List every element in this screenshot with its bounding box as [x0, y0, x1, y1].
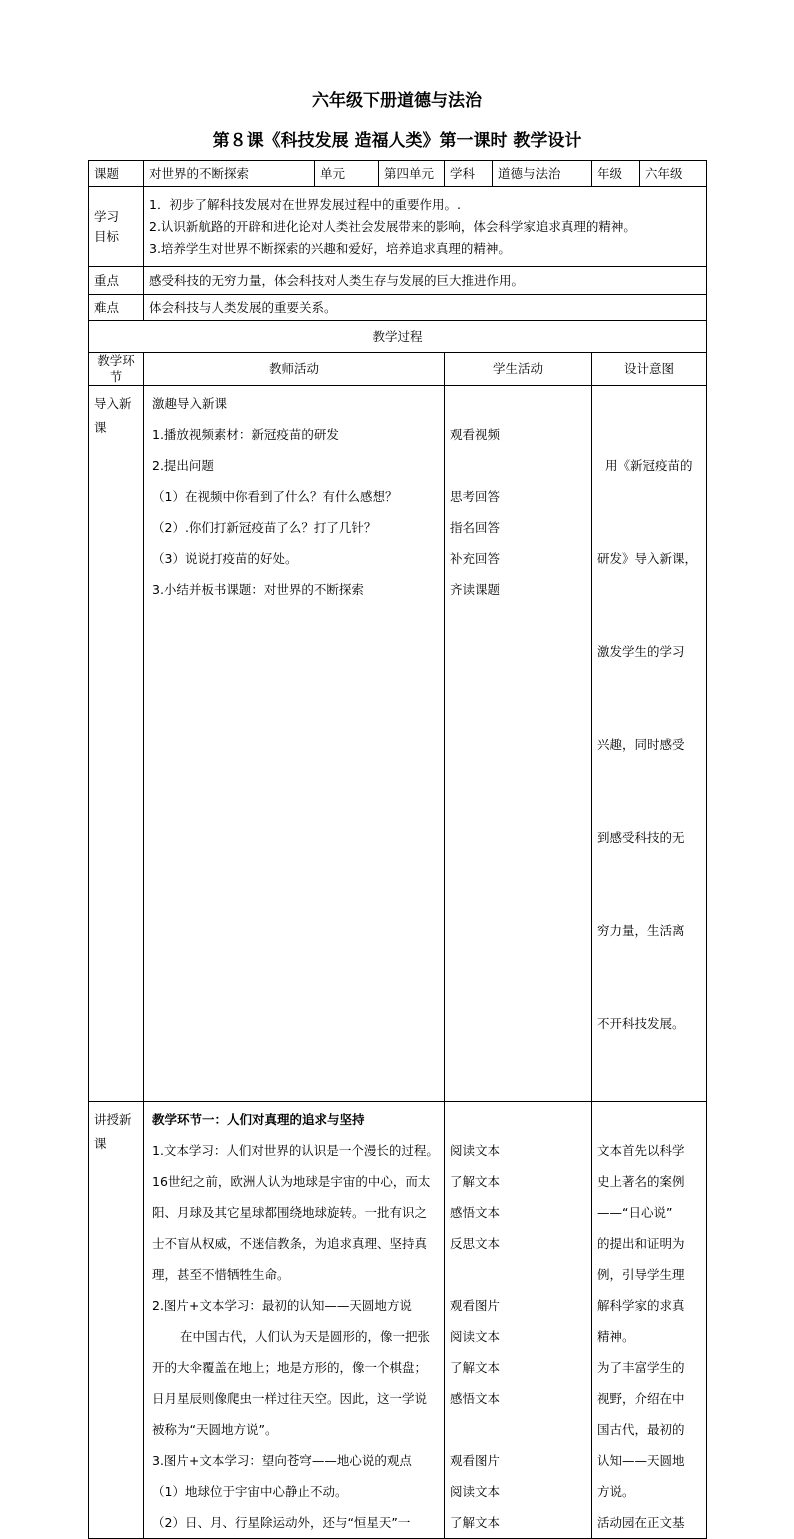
intent-line: 文本首先以科学 — [597, 1143, 685, 1158]
lecture-stage-name: 讲授新课 — [89, 1102, 144, 1539]
info-row — [89, 161, 707, 187]
student-line — [450, 450, 586, 481]
key-point-label: 重点 — [89, 267, 144, 295]
difficulty-label: 难点 — [89, 295, 144, 321]
intent-line: 例，引导学生理 — [597, 1267, 685, 1282]
student-line: 阅读文本 — [450, 1143, 501, 1158]
teacher-line: 3.图片+文本学习：望向苍穹——地心说的观点 — [152, 1453, 412, 1468]
student-line: 观看图片 — [450, 1298, 501, 1313]
teacher-line: 2.提出问题 — [152, 458, 214, 473]
student-line — [450, 388, 586, 419]
key-point-row — [89, 267, 707, 295]
intent-line: 兴趣，同时感受 — [597, 737, 685, 752]
intent-line — [597, 1104, 701, 1135]
header-student: 学生活动 — [445, 353, 592, 386]
student-line: 感悟文本 — [450, 1205, 501, 1220]
teacher-line: 日月星辰则像爬虫一样过往天空。因此，这一学说 — [152, 1391, 428, 1406]
objective-item: 2.认识新航路的开辟和进化论对人类社会发展带来的影响，体会科学家追求真理的精神。 — [149, 218, 636, 234]
student-line: 观看视频 — [450, 427, 501, 442]
intro-design-intent — [592, 386, 707, 1102]
intent-line: ——“日心说” — [597, 1205, 673, 1220]
header-stage: 教学环节 — [89, 353, 144, 386]
teacher-line: 2.图片+文本学习：最初的认知——天圆地方说 — [152, 1298, 412, 1313]
teacher-line: 1.播放视频素材：新冠疫苗的研发 — [152, 427, 339, 442]
intro-stage-name: 导入新课 — [89, 386, 144, 1102]
lecture-teacher-activity — [144, 1102, 445, 1539]
intent-line: 史上著名的案例 — [597, 1174, 685, 1189]
difficulty-row — [89, 295, 707, 321]
teacher-line: 阳、月球及其它星球都围绕地球旋转。一批有识之 — [152, 1205, 428, 1220]
intent-line: 解科学家的求真 — [597, 1298, 685, 1313]
lecture-student-activity — [445, 1102, 592, 1539]
intent-line: 不开科技发展。 — [597, 1016, 685, 1031]
intent-line: 用《新冠疫苗的 — [597, 458, 693, 473]
intent-line: 精神。 — [597, 1329, 635, 1344]
intent-line: 的提出和证明为 — [597, 1236, 685, 1251]
student-line — [450, 1414, 586, 1445]
student-line: 补充回答 — [450, 551, 501, 566]
teacher-line: 被称为“天圆地方说”。 — [152, 1422, 278, 1437]
student-line: 了解文本 — [450, 1360, 501, 1375]
process-title: 教学过程 — [89, 321, 707, 353]
teacher-line: 1.文本学习：人们对世界的认识是一个漫长的过程。 — [152, 1143, 439, 1158]
student-line — [450, 1259, 586, 1290]
lecture-design-intent — [592, 1102, 707, 1539]
student-line: 反思文本 — [450, 1236, 501, 1251]
topic-label: 课题 — [89, 161, 144, 187]
topic-value: 对世界的不断探索 — [144, 161, 315, 187]
header-intent: 设计意图 — [592, 353, 707, 386]
process-header-row — [89, 353, 707, 386]
student-line: 观看图片 — [450, 1453, 501, 1468]
student-line: 了解文本 — [450, 1174, 501, 1189]
document-title: 六年级下册道德与法治 — [312, 91, 482, 111]
teacher-line: 16世纪之前，欧洲人认为地球是宇宙的中心，而太 — [152, 1174, 431, 1189]
teacher-line: 在中国古代，人们认为天是圆形的，像一把张 — [180, 1329, 431, 1344]
intent-line: 活动园在正文基 — [597, 1515, 685, 1530]
intent-line: 视野，介绍在中 — [597, 1391, 685, 1406]
teacher-line: 开的大伞覆盖在地上；地是方形的，像一个棋盘； — [152, 1360, 428, 1375]
intent-line: 激发学生的学习 — [597, 644, 685, 659]
teacher-line: （2）日、月、行星除运动外，还与“恒星天”一 — [152, 1515, 411, 1530]
teacher-line: 激趣导入新课 — [152, 396, 228, 411]
student-line: 阅读文本 — [450, 1329, 501, 1344]
teacher-line: （3）说说打疫苗的好处。 — [152, 551, 298, 566]
intent-line: 研发》导入新课， — [597, 551, 698, 566]
lesson-title: 第８课《科技发展 造福人类》第一课时 教学设计 — [212, 131, 582, 151]
teaching-step-heading: 教学环节一：人们对真理的追求与坚持 — [152, 1112, 365, 1127]
subject-label: 学科 — [445, 161, 493, 187]
intro-teacher-activity — [144, 386, 445, 1102]
teacher-line: （1）在视频中你看到了什么？有什么感想？ — [152, 489, 398, 504]
student-line — [450, 1104, 586, 1135]
intent-line: 国古代，最初的 — [597, 1422, 685, 1437]
teacher-line: （2）.你们打新冠疫苗了么？打了几针？ — [152, 520, 377, 535]
intent-line: 到感受科技的无 — [597, 830, 685, 845]
objectives-label: 学习 目标 — [89, 187, 144, 267]
process-title-row — [89, 321, 707, 353]
objectives-list — [144, 187, 707, 267]
objective-item: 1．初步了解科技发展对在世界发展过程中的重要作用。. — [149, 196, 461, 212]
unit-value: 第四单元 — [379, 161, 445, 187]
student-line: 齐读课题 — [450, 582, 501, 597]
intent-line: 穷力量，生活离 — [597, 923, 685, 938]
intro-section-row — [89, 386, 707, 1102]
student-line: 指名回答 — [450, 520, 501, 535]
grade-label: 年级 — [592, 161, 640, 187]
objective-item: 3.培养学生对世界不断探索的兴趣和爱好，培养追求真理的精神。 — [149, 240, 511, 256]
intent-line: 认知——天圆地 — [597, 1453, 685, 1468]
student-line: 思考回答 — [450, 489, 501, 504]
teacher-line: 3.小结并板书课题：对世界的不断探索 — [152, 582, 364, 597]
student-line: 感悟文本 — [450, 1391, 501, 1406]
lesson-plan-table — [88, 160, 707, 1539]
student-line: 了解文本 — [450, 1515, 501, 1530]
subject-value: 道德与法治 — [493, 161, 592, 187]
teacher-line: （1）地球位于宇宙中心静止不动。 — [152, 1484, 348, 1499]
header-teacher: 教师活动 — [144, 353, 445, 386]
unit-label: 单元 — [315, 161, 379, 187]
key-point-text: 感受科技的无穷力量，体会科技对人类生存与发展的巨大推进作用。 — [144, 267, 707, 295]
intent-line: 为了丰富学生的 — [597, 1360, 685, 1375]
grade-value: 六年级 — [640, 161, 707, 187]
intro-student-activity — [445, 386, 592, 1102]
student-line: 阅读文本 — [450, 1484, 501, 1499]
teacher-line: 士不盲从权威，不迷信教条，为追求真理、坚持真 — [152, 1236, 428, 1251]
intent-line: 方说。 — [597, 1484, 635, 1499]
objectives-row — [89, 187, 707, 267]
difficulty-text: 体会科技与人类发展的重要关系。 — [144, 295, 707, 321]
lecture-section-row — [89, 1102, 707, 1539]
teacher-line: 理，甚至不惜牺牲生命。 — [152, 1267, 290, 1282]
